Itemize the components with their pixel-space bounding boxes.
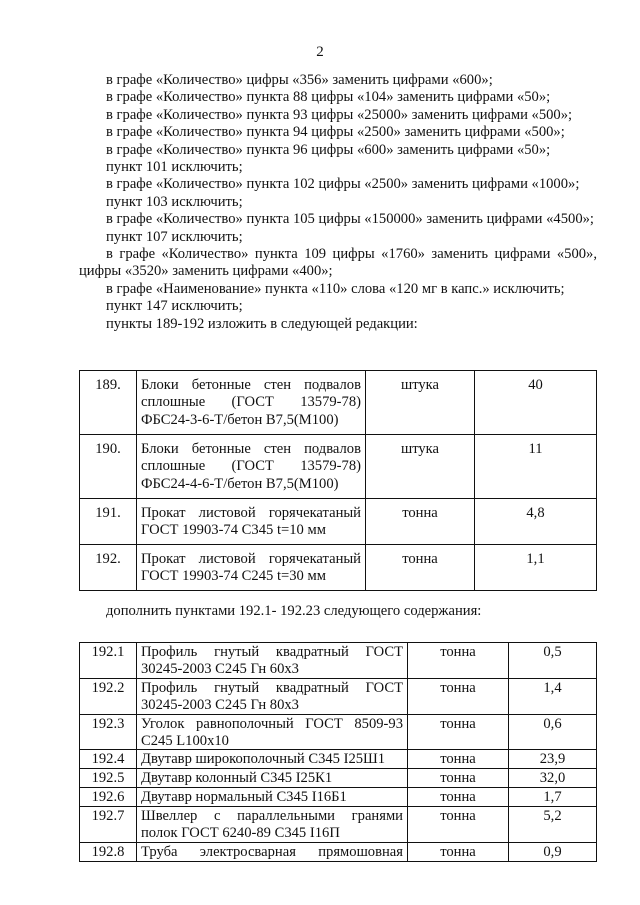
paragraph: в графе «Наименование» пункта «110» слова «120 мг в капс.» исключить; xyxy=(106,280,565,297)
items-189-192-table xyxy=(79,370,597,591)
table-row xyxy=(80,714,597,750)
item-quantity: 1,4 xyxy=(509,678,597,714)
paragraph: пункт 101 исключить; xyxy=(106,159,243,176)
table-row xyxy=(80,750,597,769)
item-number: 192.4 xyxy=(80,750,137,769)
item-unit: тонна xyxy=(366,545,475,591)
item-quantity: 0,9 xyxy=(509,842,597,861)
item-number: 192.6 xyxy=(80,788,137,807)
paragraph: пункт 107 исключить; xyxy=(106,228,243,245)
item-unit: тонна xyxy=(408,842,509,861)
items-192-additions-table xyxy=(79,642,597,862)
paragraph: в графе «Количество» пункта 93 цифры «25000» заменить цифрами «500»; xyxy=(106,106,573,123)
item-number: 192.2 xyxy=(80,678,137,714)
item-quantity: 5,2 xyxy=(509,807,597,843)
item-unit: тонна xyxy=(408,750,509,769)
item-unit: тонна xyxy=(408,643,509,679)
item-number: 192.5 xyxy=(80,769,137,788)
amendment-text xyxy=(79,72,597,333)
item-quantity: 0,5 xyxy=(509,643,597,679)
item-unit: штука xyxy=(366,371,475,435)
item-unit: тонна xyxy=(408,714,509,750)
table-row xyxy=(80,643,597,679)
item-name: Прокат листовой горячекатаный ГОСТ 19903-74 С345 t=10 мм xyxy=(137,499,366,545)
paragraph: в графе «Количество» пункта 109 цифры «1760» заменить цифрами «500», цифры «3520» заменить цифрами «400»; xyxy=(79,246,597,280)
table-row xyxy=(80,435,597,499)
item-name: Блоки бетонные стен подвалов сплошные (ГОСТ 13579-78) ФБС24-3-6-Т/бетон В7,5(М100) xyxy=(137,371,366,435)
item-name: Двутавр колонный С345 I25К1 xyxy=(137,769,408,788)
item-name: Труба электросварная прямошовная xyxy=(137,842,408,861)
item-quantity: 11 xyxy=(475,435,597,499)
page-number: 2 xyxy=(316,44,324,60)
paragraph: пункт 103 исключить; xyxy=(106,193,243,210)
item-unit: тонна xyxy=(366,499,475,545)
item-quantity: 1,7 xyxy=(509,788,597,807)
table-row xyxy=(80,769,597,788)
item-name: Прокат листовой горячекатаный ГОСТ 19903-74 С245 t=30 мм xyxy=(137,545,366,591)
paragraph: пункт 147 исключить; xyxy=(106,298,243,315)
table-row xyxy=(80,545,597,591)
item-name: Профиль гнутый квадратный ГОСТ 30245-2003 С245 Гн 60х3 xyxy=(137,643,408,679)
item-number: 192.7 xyxy=(80,807,137,843)
table-row xyxy=(80,371,597,435)
table-row xyxy=(80,499,597,545)
paragraph: в графе «Количество» пункта 88 цифры «104» заменить цифрами «50»; xyxy=(106,89,551,106)
table-row xyxy=(80,807,597,843)
item-number: 192.3 xyxy=(80,714,137,750)
item-quantity: 1,1 xyxy=(475,545,597,591)
item-number: 189. xyxy=(80,371,137,435)
additions-intro: дополнить пунктами 192.1- 192.23 следующего содержания: xyxy=(106,603,482,619)
paragraph: в графе «Количество» пункта 96 цифры «600» заменить цифрами «50»; xyxy=(106,141,551,158)
table-row xyxy=(80,678,597,714)
paragraph: в графе «Количество» пункта 102 цифры «2500» заменить цифрами «1000»; xyxy=(106,176,580,193)
item-number: 192. xyxy=(80,545,137,591)
paragraph: пункты 189-192 изложить в следующей редакции: xyxy=(106,315,418,332)
paragraph: в графе «Количество» цифры «356» заменить цифрами «600»; xyxy=(106,72,493,88)
table-row xyxy=(80,842,597,861)
item-number: 192.8 xyxy=(80,842,137,861)
item-quantity: 0,6 xyxy=(509,714,597,750)
item-name: Блоки бетонные стен подвалов сплошные (ГОСТ 13579-78) ФБС24-4-6-Т/бетон В7,5(М100) xyxy=(137,435,366,499)
table-row xyxy=(80,788,597,807)
item-unit: тонна xyxy=(408,807,509,843)
item-unit: тонна xyxy=(408,678,509,714)
item-quantity: 32,0 xyxy=(509,769,597,788)
item-name: Двутавр нормальный С345 I16Б1 xyxy=(137,788,408,807)
paragraph: в графе «Количество» пункта 105 цифры «150000» заменить цифрами «4500»; xyxy=(106,211,594,228)
item-quantity: 40 xyxy=(475,371,597,435)
item-quantity: 23,9 xyxy=(509,750,597,769)
item-unit: штука xyxy=(366,435,475,499)
item-name: Двутавр широкополочный С345 I25Ш1 xyxy=(137,750,408,769)
item-name: Швеллер с параллельными гранями полок ГОСТ 6240-89 С345 I16П xyxy=(137,807,408,843)
item-name: Уголок равнополочный ГОСТ 8509-93 С245 L100х10 xyxy=(137,714,408,750)
item-quantity: 4,8 xyxy=(475,499,597,545)
item-number: 191. xyxy=(80,499,137,545)
item-name: Профиль гнутый квадратный ГОСТ 30245-2003 С245 Гн 80х3 xyxy=(137,678,408,714)
item-number: 190. xyxy=(80,435,137,499)
item-unit: тонна xyxy=(408,769,509,788)
item-number: 192.1 xyxy=(80,643,137,679)
paragraph: в графе «Количество» пункта 94 цифры «2500» заменить цифрами «500»; xyxy=(106,124,565,141)
item-unit: тонна xyxy=(408,788,509,807)
